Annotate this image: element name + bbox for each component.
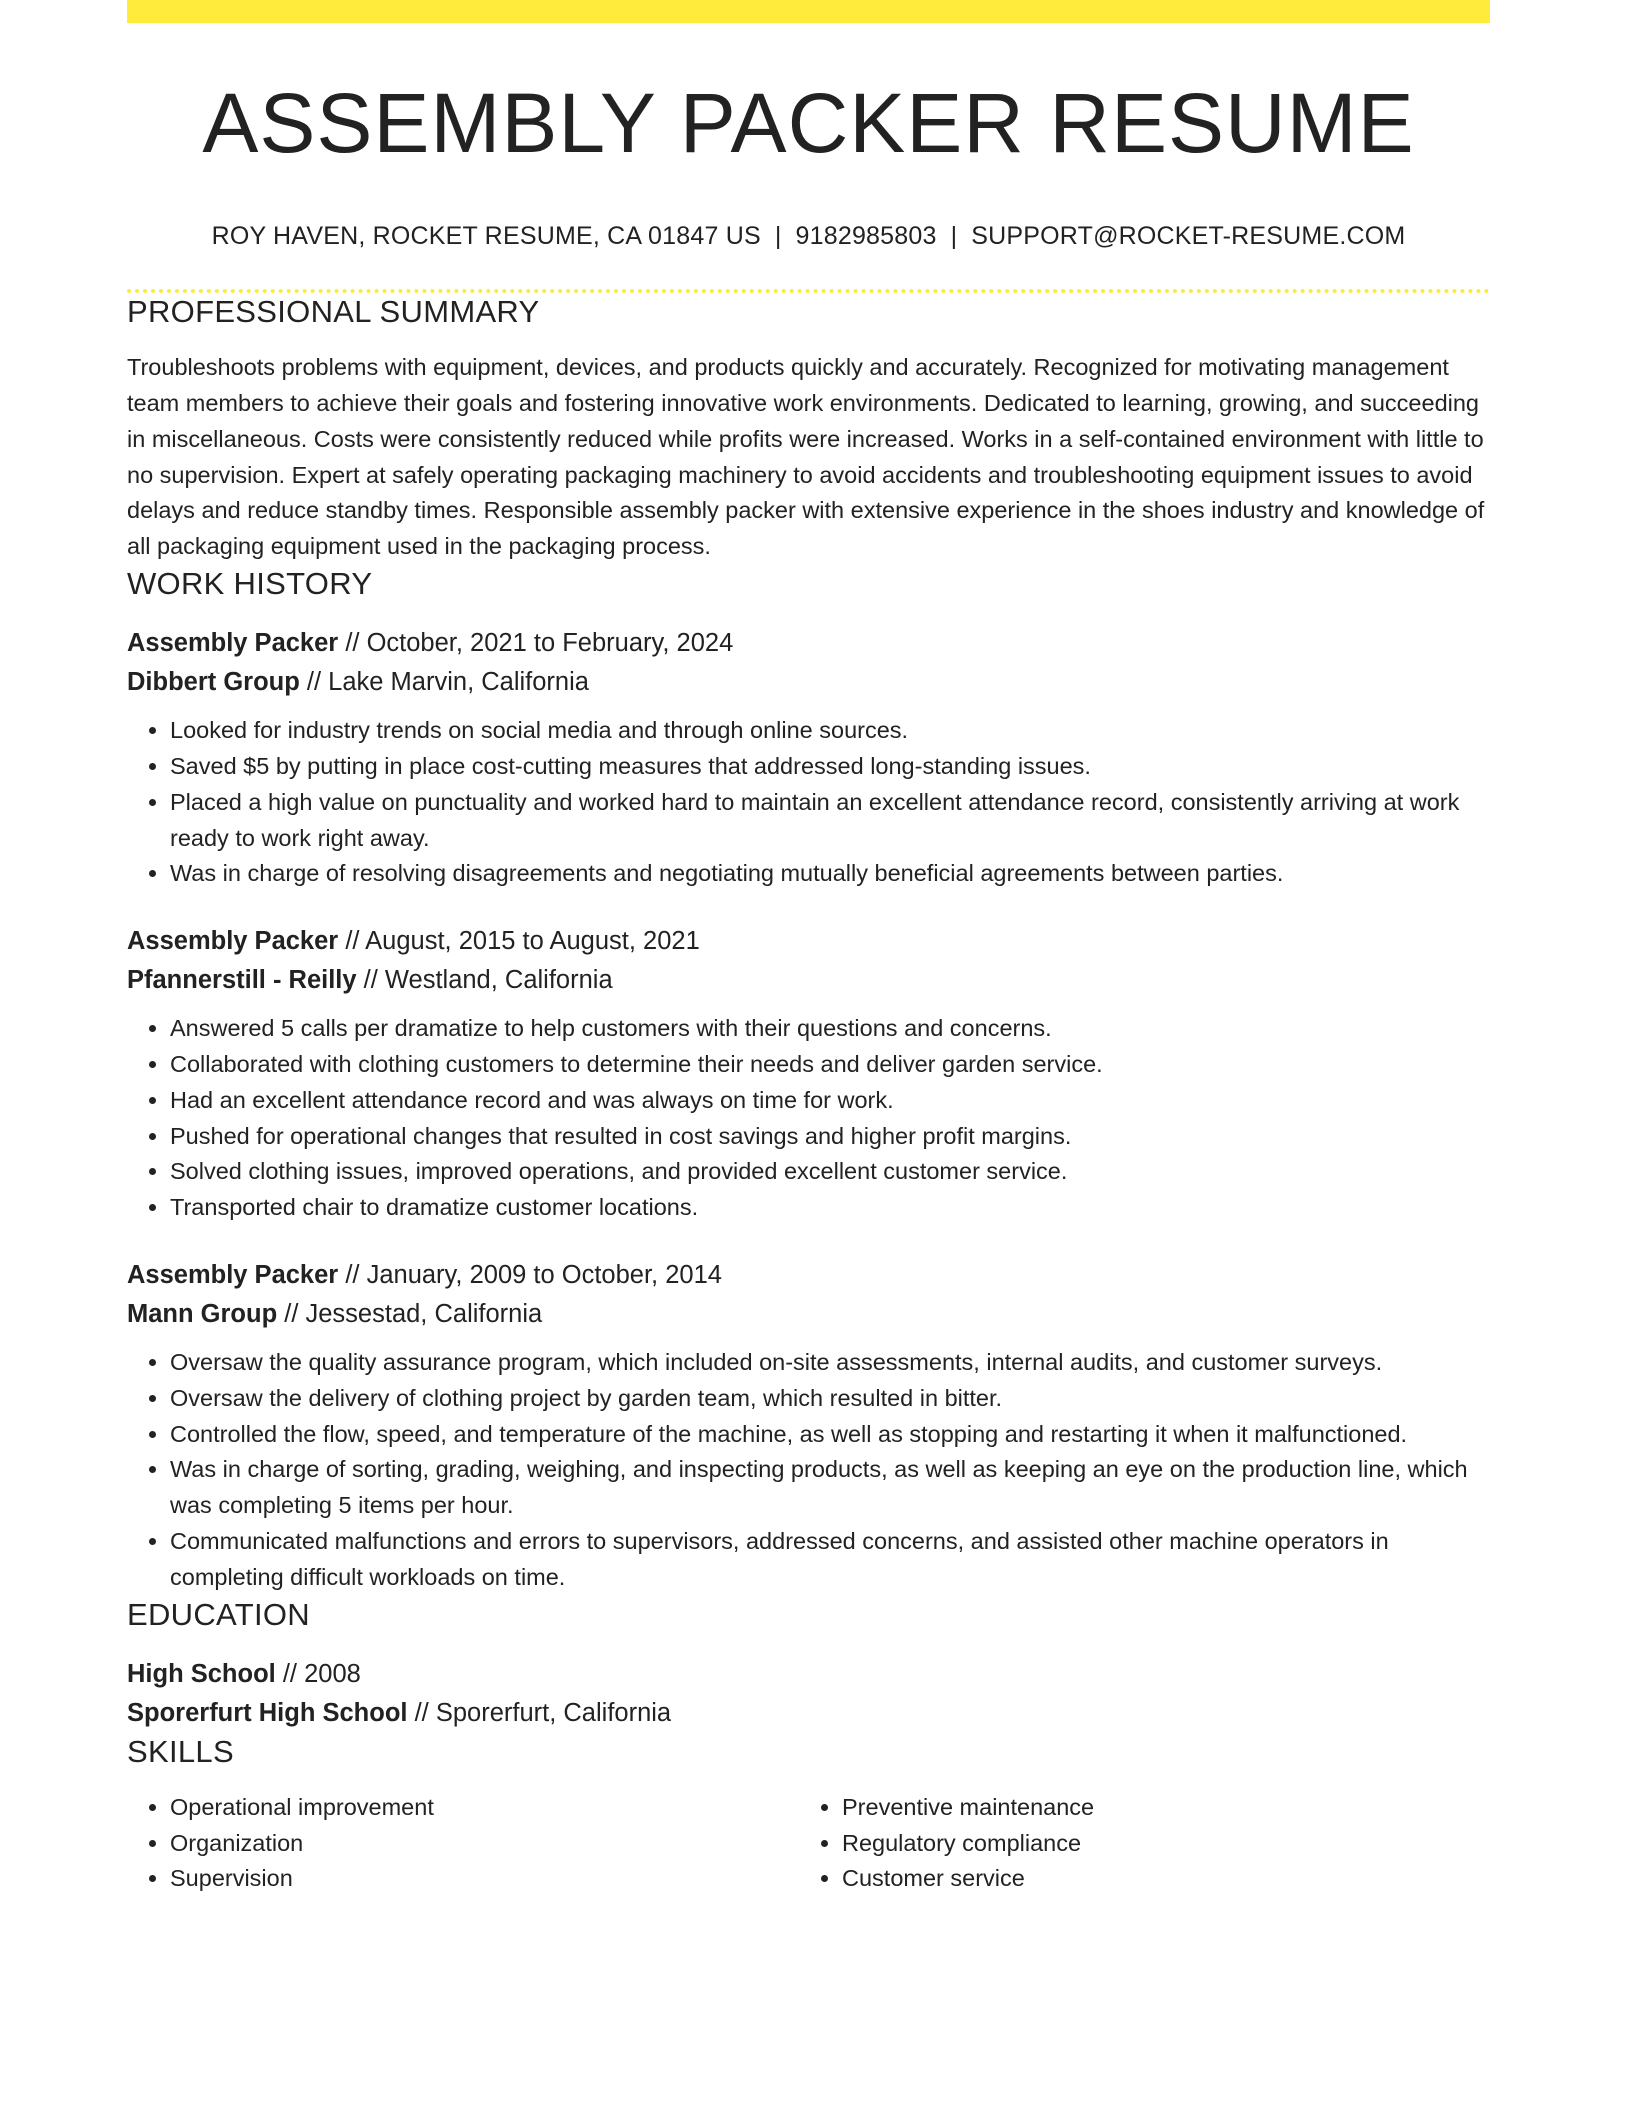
job-title-line	[127, 1256, 1490, 1295]
job-bullets	[127, 713, 1490, 892]
job-bullet: • Solved clothing issues, improved operations, and provided excellent customer service.	[170, 1154, 1490, 1190]
contact-separator: |	[774, 222, 782, 250]
job-bullets	[127, 1011, 1490, 1226]
skills-list	[127, 1790, 799, 1897]
resume-title: ASSEMBLY PACKER RESUME	[202, 76, 1415, 170]
job-company-line	[127, 1295, 1490, 1334]
job-title: Assembly Packer	[127, 1260, 339, 1289]
work-history-heading: WORK HISTORY	[127, 565, 373, 601]
resume-page	[127, 0, 1490, 1897]
summary-text: Troubleshoots problems with equipment, devices, and products quickly and accurately. Recognized for motivating management team members to achieve their goals and fostering innovative work environments. Dedicated to learning, growing, and succeeding in miscellaneous. Costs were consistently reduced while profits were increased. Works in a self-contained environment with little to no supervision. Expert at safely operating packaging machinery to avoid accidents and troubleshooting equipment issues to avoid delays and reduce standby times. Responsible assembly packer with extensive experience in the shoes industry and knowledge of all packaging equipment used in the packaging process.	[127, 354, 1485, 560]
education-entry	[127, 1655, 1490, 1733]
accent-top-bar	[127, 0, 1490, 23]
job-location: Lake Marvin, California	[328, 668, 589, 697]
job-bullet: • Was in charge of sorting, grading, weighing, and inspecting products, as well as keeping an eye on the production line, which was completing 5 items per hour.	[170, 1452, 1490, 1524]
job-bullet: • Answered 5 calls per dramatize to help customers with their questions and concerns.	[170, 1011, 1490, 1047]
skills-grid	[127, 1790, 1490, 1897]
skill-item: • Organization	[170, 1826, 799, 1862]
skill-item: • Regulatory compliance	[842, 1826, 1471, 1862]
job-title-line	[127, 922, 1490, 961]
job-bullet: • Had an excellent attendance record and was always on time for work.	[170, 1083, 1490, 1119]
skills-column-right	[799, 1790, 1471, 1897]
contact-address: ROY HAVEN, ROCKET RESUME, CA 01847 US	[211, 222, 761, 250]
job-bullet: • Transported chair to dramatize customer locations.	[170, 1190, 1490, 1226]
job-separator: //	[277, 1299, 306, 1328]
job-bullet: • Communicated malfunctions and errors to supervisors, addressed concerns, and assisted other machine operators in completing difficult workloads on time.	[170, 1524, 1490, 1596]
education-year: 2008	[304, 1659, 361, 1688]
education-degree-line	[127, 1655, 1490, 1694]
job-company-line	[127, 663, 1490, 702]
job-dates: January, 2009 to October, 2014	[366, 1260, 722, 1289]
job-location: Westland, California	[384, 966, 613, 995]
job-bullet: • Looked for industry trends on social media and through online sources.	[170, 713, 1490, 749]
job-company: Pfannerstill - Reilly	[127, 966, 357, 995]
education-school-line	[127, 1694, 1490, 1733]
job-title: Assembly Packer	[127, 927, 339, 956]
job-bullet: • Pushed for operational changes that resulted in cost savings and higher profit margins.	[170, 1119, 1490, 1155]
contact-line	[127, 221, 1490, 251]
education-heading: EDUCATION	[127, 1596, 310, 1632]
job-bullet: • Oversaw the delivery of clothing project by garden team, which resulted in bitter.	[170, 1381, 1490, 1417]
job-company: Dibbert Group	[127, 668, 300, 697]
job-separator: //	[338, 1260, 367, 1289]
job-dates: August, 2015 to August, 2021	[365, 927, 700, 956]
job-separator: //	[338, 927, 366, 956]
job-title-line	[127, 624, 1490, 663]
education-school: Sporerfurt High School	[127, 1698, 408, 1727]
education-separator: //	[275, 1659, 305, 1688]
skill-item: • Preventive maintenance	[842, 1790, 1471, 1826]
education-location: Sporerfurt, California	[435, 1698, 672, 1727]
summary-heading: PROFESSIONAL SUMMARY	[127, 294, 540, 329]
job-bullet: • Collaborated with clothing customers to determine their needs and deliver garden service.	[170, 1047, 1490, 1083]
job-separator: //	[356, 966, 385, 995]
job-bullet: • Saved $5 by putting in place cost-cutting measures that addressed long-standing issues.	[170, 749, 1490, 785]
job-bullet: • Was in charge of resolving disagreements and negotiating mutually beneficial agreements between parties.	[170, 856, 1490, 892]
education-degree: High School	[127, 1659, 276, 1688]
job-separator: //	[338, 629, 367, 658]
skill-item: • Supervision	[170, 1861, 799, 1897]
education-separator: //	[407, 1698, 436, 1727]
skills-list	[799, 1790, 1471, 1897]
job-entry	[127, 624, 1490, 892]
skills-column-left	[127, 1790, 799, 1897]
job-bullet: • Controlled the flow, speed, and temperature of the machine, as well as stopping and restarting it when it malfunctioned.	[170, 1417, 1490, 1453]
job-bullet: • Placed a high value on punctuality and worked hard to maintain an excellent attendance record, consistently arriving at work ready to work right away.	[170, 785, 1490, 857]
job-bullet: • Oversaw the quality assurance program, which included on-site assessments, internal audits, and customer surveys.	[170, 1345, 1490, 1381]
contact-email: SUPPORT@ROCKET-RESUME.COM	[971, 222, 1406, 250]
contact-phone: 9182985803	[795, 222, 937, 250]
contact-separator: |	[950, 222, 958, 250]
job-company: Mann Group	[127, 1299, 278, 1328]
skill-item: • Customer service	[842, 1861, 1471, 1897]
skill-item: • Operational improvement	[170, 1790, 799, 1826]
job-bullets	[127, 1345, 1490, 1596]
skills-heading: SKILLS	[127, 1733, 234, 1769]
job-company-line	[127, 961, 1490, 1000]
job-entry	[127, 1256, 1490, 1596]
job-entry	[127, 922, 1490, 1226]
job-title: Assembly Packer	[127, 629, 339, 658]
job-location: Jessestad, California	[305, 1299, 543, 1328]
job-dates: October, 2021 to February, 2024	[366, 629, 734, 658]
job-separator: //	[299, 668, 329, 697]
